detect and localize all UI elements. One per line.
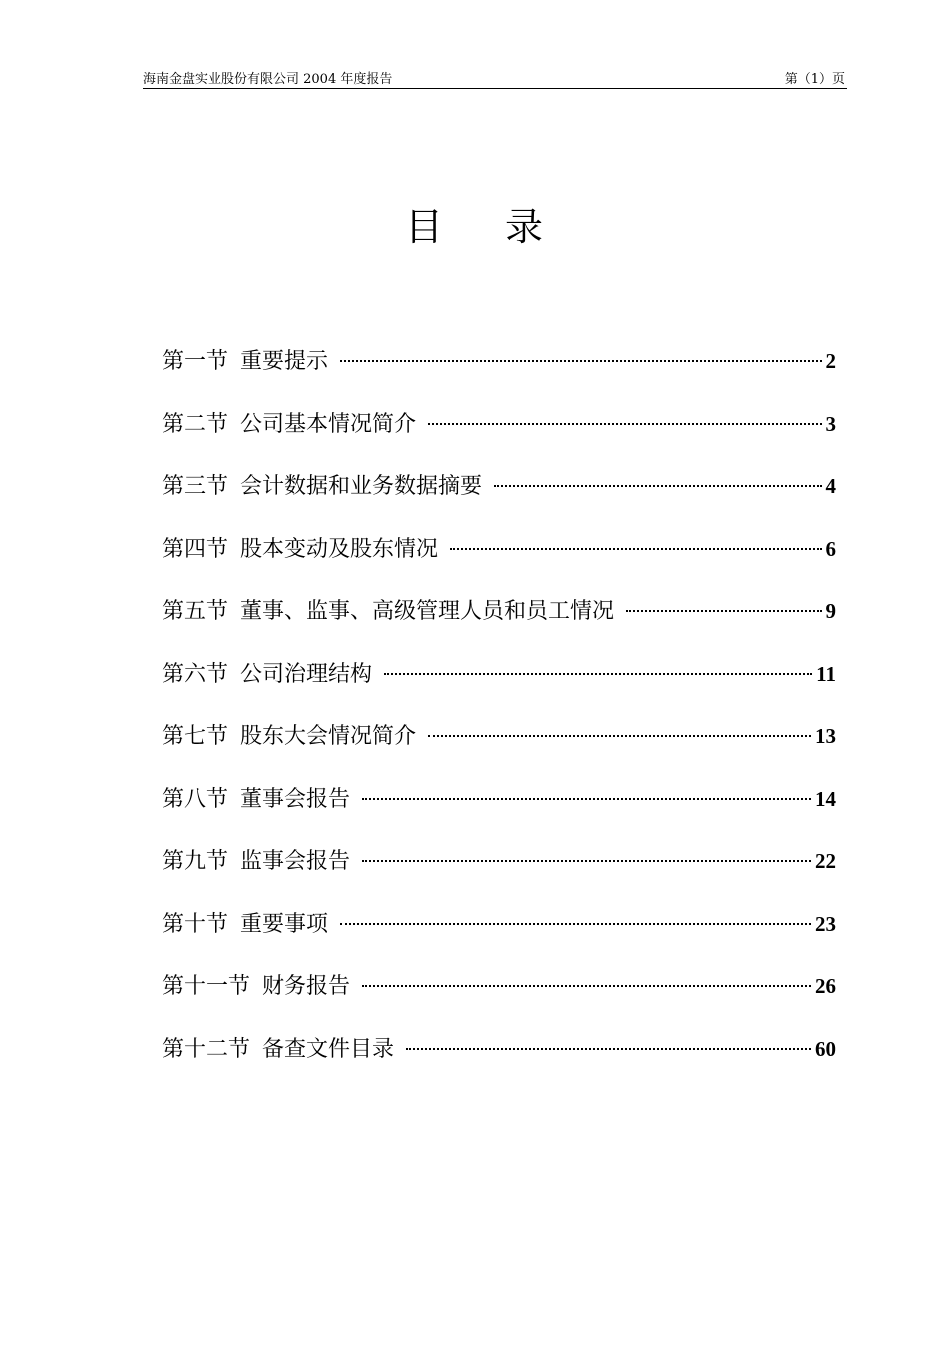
toc-section-number: 第十一节	[162, 974, 251, 999]
toc-page-number: 11	[816, 661, 836, 686]
toc-section-name: 股东大会情况简介	[240, 724, 417, 749]
toc-section-number: 第十节	[162, 911, 229, 937]
toc-page-number: 14	[815, 786, 836, 811]
toc-page-number: 6	[825, 536, 836, 561]
header-report-title: 海南金盘实业股份有限公司 2004 年度报告	[143, 72, 393, 87]
page-title: 目录	[404, 205, 605, 249]
toc-entry[interactable]	[162, 907, 836, 947]
toc-leader-dots	[428, 423, 821, 425]
page-header	[143, 66, 847, 89]
toc-leader-dots	[428, 735, 811, 737]
toc-entry[interactable]	[162, 407, 836, 447]
toc-entry[interactable]	[162, 1032, 836, 1072]
toc-leader-dots	[384, 673, 812, 675]
toc-entry[interactable]	[162, 594, 836, 634]
toc-entry[interactable]	[162, 657, 836, 697]
toc-leader-dots	[340, 360, 821, 362]
toc-section-name: 公司治理结构	[240, 661, 373, 687]
toc-page-number: 9	[825, 599, 836, 623]
toc-section-number: 第一节	[162, 349, 229, 374]
toc-page-number: 4	[825, 474, 836, 498]
toc-leader-dots	[362, 798, 811, 800]
toc-entry[interactable]	[162, 469, 836, 509]
toc-section-name: 董事会报告	[240, 786, 351, 812]
toc-leader-dots	[362, 860, 811, 862]
toc-section-name: 重要事项	[240, 911, 329, 937]
toc-page-number: 23	[815, 911, 836, 936]
toc-page-number: 13	[815, 724, 836, 748]
toc-leader-dots	[340, 923, 811, 925]
toc-leader-dots	[406, 1048, 811, 1050]
toc-entry[interactable]	[162, 532, 836, 572]
toc-section-number: 第七节	[162, 724, 229, 749]
toc-section-name: 备查文件目录	[262, 1036, 395, 1062]
toc-section-name: 会计数据和业务数据摘要	[240, 474, 483, 499]
toc-section-number: 第八节	[162, 786, 229, 812]
toc-page-number: 60	[815, 1036, 836, 1061]
toc-leader-dots	[626, 610, 821, 612]
toc-section-name: 股本变动及股东情况	[240, 536, 439, 562]
toc-entry[interactable]	[162, 969, 836, 1009]
toc-page-number: 2	[825, 349, 836, 373]
toc-section-number: 第二节	[162, 411, 229, 437]
toc-entry[interactable]	[162, 844, 836, 884]
toc-section-number: 第三节	[162, 474, 229, 499]
toc-section-name: 监事会报告	[240, 849, 351, 874]
header-page-number: 第（1）页	[784, 72, 845, 87]
toc-page-number: 26	[815, 974, 836, 998]
toc-section-name: 重要提示	[240, 349, 329, 374]
table-of-contents	[162, 344, 836, 1094]
toc-section-number: 第四节	[162, 536, 229, 562]
toc-leader-dots	[362, 985, 811, 987]
toc-section-name: 公司基本情况简介	[240, 411, 417, 437]
toc-leader-dots	[494, 485, 821, 487]
toc-page-number: 22	[815, 849, 836, 873]
toc-section-number: 第六节	[162, 661, 229, 687]
toc-entry[interactable]	[162, 344, 836, 384]
toc-section-number: 第五节	[162, 599, 229, 624]
toc-section-name: 董事、监事、高级管理人员和员工情况	[240, 599, 615, 624]
toc-entry[interactable]	[162, 719, 836, 759]
toc-section-name: 财务报告	[262, 974, 351, 999]
toc-section-number: 第十二节	[162, 1036, 251, 1062]
toc-leader-dots	[450, 548, 821, 550]
toc-entry[interactable]	[162, 782, 836, 822]
toc-page-number: 3	[825, 411, 836, 436]
toc-section-number: 第九节	[162, 849, 229, 874]
